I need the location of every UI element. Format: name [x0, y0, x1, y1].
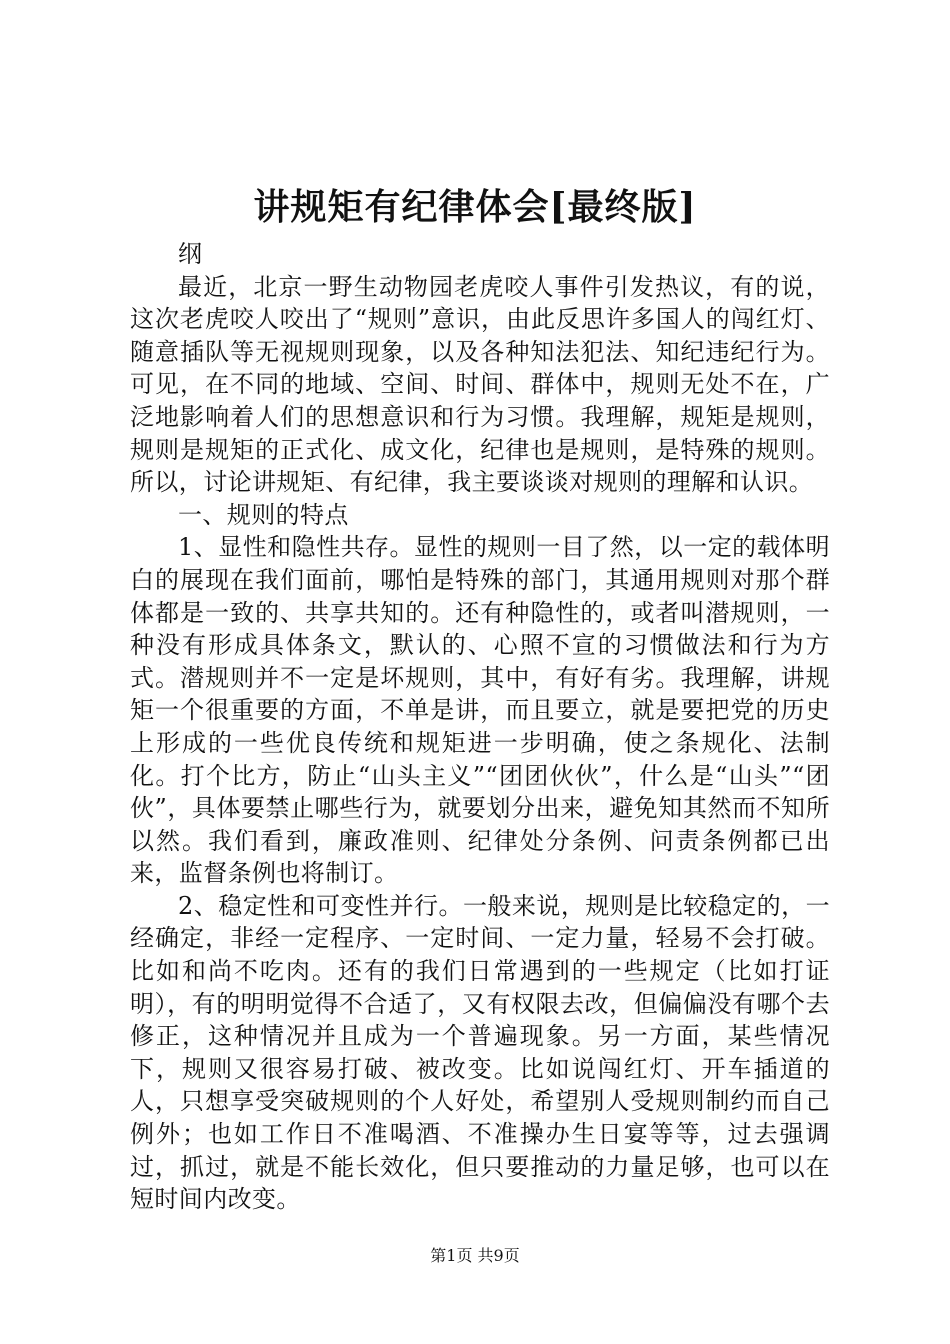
- page-footer: 第1页 共9页: [430, 1246, 520, 1265]
- paragraph-point-1: 1、显性和隐性共存。显性的规则一目了然，以一定的载体明白的展现在我们面前，哪怕是特殊的部门，其通用规则对那个群体都是一致的、共享共知的。还有种隐性的，或者叫潜规则，一种没有形成具体条文，默认的、心照不宣的习惯做法和行为方式。潜规则并不一定是坏规则，其中，有好有劣。我理解，讲规矩一个很重要的方面，不单是讲，而且要立，就是要把党的历史上形成的一些优良传统和规矩进一步明确，使之条规化、法制化。打个比方，防止“山头主义”“团团伙伙”，什么是“山头”“团伙”，具体要禁止哪些行为，就要划分出来，避免知其然而不知所以然。我们看到，廉政准则、纪律处分条例、问责条例都已出来，监督条例也将制订。: [130, 533, 830, 888]
- page-title: 讲规矩有纪律体会[最终版]: [253, 186, 697, 228]
- paragraph-point-2: 2、稳定性和可变性并行。一般来说，规则是比较稳定的，一经确定，非经一定程序、一定时间、一定力量，轻易不会打破。比如和尚不吃肉。还有的我们日常遇到的一些规定（比如打证明），有的明明觉得不合适了，又有权限去改，但偏偏没有哪个去修正，这种情况并且成为一个普遍现象。另一方面，某些情况下，规则又很容易打破、被改变。比如说闯红灯、开车插道的人，只想享受突破规则的个人好处，希望别人受规则制约而自己例外；也如工作日不准喝酒、不准操办生日宴等等，过去强调过，抓过，就是不能长效化，但只要推动的力量足够，也可以在短时间内改变。: [130, 891, 830, 1214]
- section-heading-rule-features: 一、规则的特点: [178, 500, 349, 529]
- document-body: [130, 238, 830, 1216]
- paragraph-intro: 最近，北京一野生动物园老虎咬人事件引发热议，有的说，这次老虎咬人咬出了“规则”意识，由此反思许多国人的闯红灯、随意插队等无视规则现象，以及各种知法犯法、知纪违纪行为。可见，在不同的地域、空间、时间、群体中，规则无处不在，广泛地影响着人们的思想意识和行为习惯。我理解，规矩是规则，规则是规矩的正式化、成文化，纪律也是规则，是特殊的规则。所以，讨论讲规矩、有纪律，我主要谈谈对规则的理解和认识。: [130, 272, 830, 497]
- paragraph-outline-label: 纲: [178, 240, 203, 268]
